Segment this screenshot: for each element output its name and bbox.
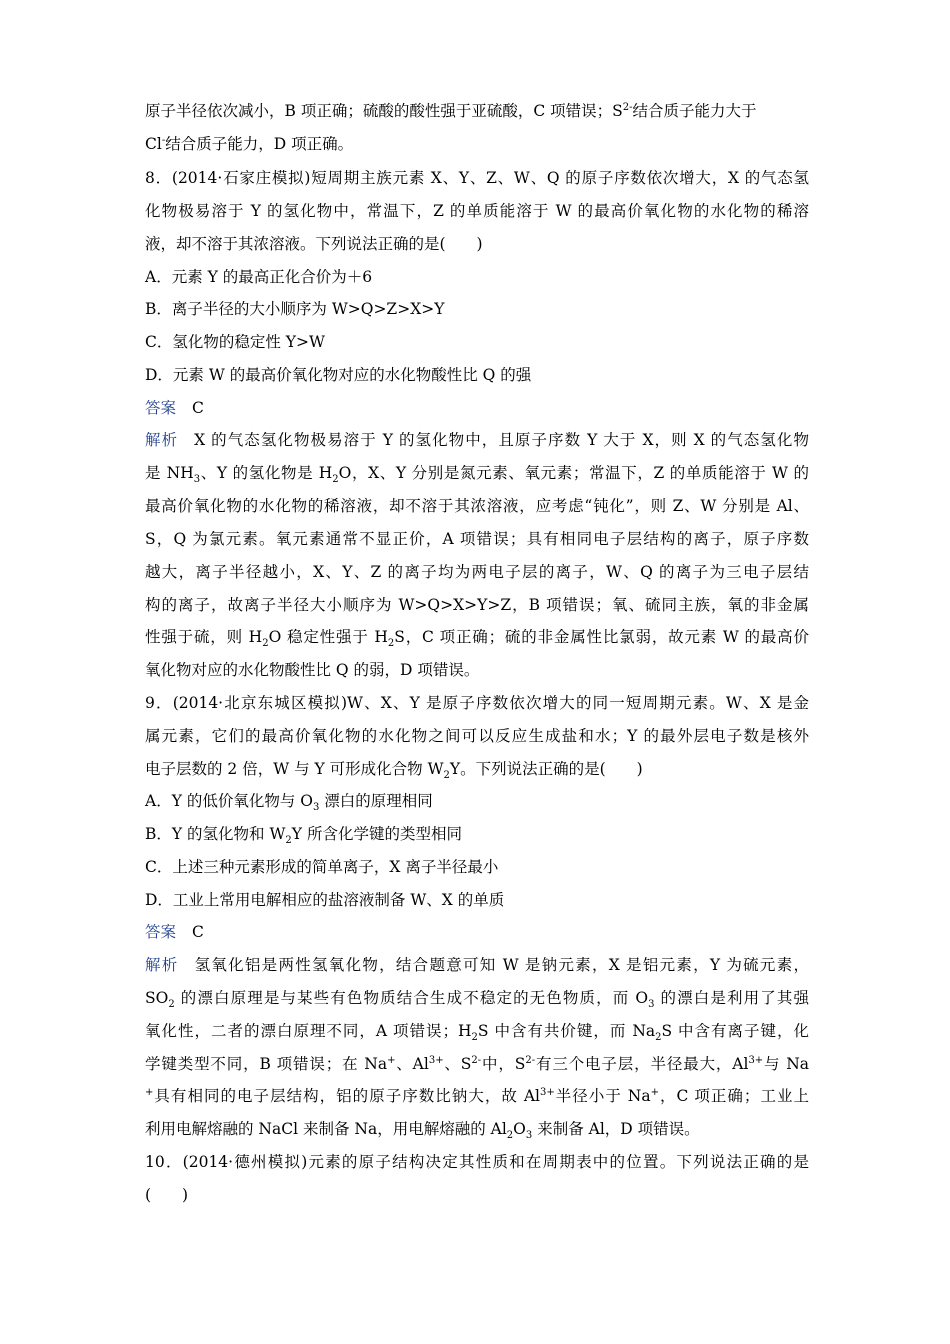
line-text: 最高价氧化物的水化物的稀溶液，却不溶于其浓溶液，应考虑“钝化”，则 Z、W 分别是 Al、 (145, 497, 809, 515)
answer-label: 答案 (145, 923, 177, 941)
text-line (145, 1119, 809, 1142)
line-text: 属元素，它们的最高价氧化物的水化物之间可以反应生成盐和水；Y 的最外层电子数是核外 (145, 727, 809, 745)
line-text: D．元素 W 的最高价氧化物对应的水化物酸性比 Q 的强 (145, 366, 532, 384)
option-a (145, 791, 809, 814)
line-text: S，Q 为氯元素。氧元素通常不显正价，A 项错误；具有相同电子层结构的离子，原子序数 (145, 530, 809, 548)
line-text: 构的离子，故离子半径大小顺序为 W>Q>X>Y>Z，B 项错误；氧、硫同主族，氧的非金属 (145, 596, 809, 614)
text-line (145, 562, 809, 582)
text-line (145, 134, 809, 154)
text-line (145, 101, 809, 121)
analysis-label: 解析 (145, 956, 179, 974)
line-text: 学键类型不同，B 项错误；在 Na+、$Al^{3+}$、$S^{2-}$中，$S^{2-}$有三个电子层，半径最大，$Al^{3+}$与 Na (145, 1054, 809, 1073)
text-line (145, 201, 809, 221)
option-c (145, 332, 809, 352)
line-text: 氧化物对应的水化物酸性比 Q 的弱，D 项错误。 (145, 661, 480, 679)
line-text: B．Y 的氢化物和 $W_2Y$ 所含化学键的类型相同 (145, 825, 462, 847)
line-text: +具有相同的电子层结构，铝的原子序数比钠大，故 $Al^{3+}$半径小于 Na+，C 项正确；工业上 (145, 1086, 809, 1105)
text-line (145, 660, 809, 680)
line-text: C (192, 399, 204, 417)
answer-label: 答案 (145, 399, 177, 417)
option-b (145, 824, 809, 847)
line-text: C．氢化物的稳定性 Y>W (145, 333, 325, 351)
question-9-line (145, 693, 809, 713)
line-text: B．离子半径的大小顺序为 W>Q>Z>X>Y (145, 300, 445, 318)
text-line (145, 496, 809, 516)
text-line (145, 627, 809, 650)
answer-line (145, 398, 809, 418)
line-text: 原子半径依次减小，B 项正确；硫酸的酸性强于亚硫酸，C 项错误；$S^{2-}$结合质子能力大于 (145, 101, 757, 120)
line-text: 液，却不溶于其浓溶液。下列说法正确的是( ) (145, 235, 483, 253)
line-text: C．上述三种元素形成的简单离子，X 离子半径最小 (145, 858, 499, 876)
text-line (145, 234, 809, 254)
text-line (145, 1086, 809, 1106)
text-line (145, 1021, 809, 1044)
line-text: 8．(2014·石家庄模拟)短周期主族元素 X、Y、Z、W、Q 的原子序数依次增大，X 的气态氢 (145, 169, 809, 187)
text-line (145, 529, 809, 549)
line-text: $SO_2$ 的漂白原理是与某些有色物质结合生成不稳定的无色物质，而 $O_3$ 的漂白是利用了其强 (145, 989, 809, 1011)
line-text: A．元素 Y 的最高正化合价为＋6 (145, 268, 373, 286)
line-text: 是 $NH_3$、Y 的氢化物是 $H_2O$，X、Y 分别是氮元素、氧元素；常温下，Z 的单质能溶于 W 的 (145, 464, 809, 486)
analysis-line (145, 955, 809, 975)
question-8-line (145, 168, 809, 188)
answer-line (145, 922, 809, 942)
text-line (145, 1185, 809, 1205)
line-text: 氧化性，二者的漂白原理不同，A 项错误；$H_2S$ 中含有共价键，而 $Na_2S$ 中含有离子键，化 (145, 1022, 809, 1044)
line-text: 电子层数的 2 倍，W 与 Y 可形成化合物 $W_2Y$。下列说法正确的是( ) (145, 760, 643, 782)
line-text: A．Y 的低价氧化物与 $O_3$ 漂白的原理相同 (145, 792, 433, 814)
line-text: 9．(2014·北京东城区模拟)W、X、Y 是原子序数依次增大的同一短周期元素。W、X 是金 (145, 694, 809, 712)
line-text: ( ) (145, 1186, 189, 1204)
line-text: D．工业上常用电解相应的盐溶液制备 W、X 的单质 (145, 891, 505, 909)
line-text: 10．(2014·德州模拟)元素的原子结构决定其性质和在周期表中的位置。下列说法正确的是 (145, 1153, 809, 1171)
line-text: 化物极易溶于 Y 的氢化物中，常温下，Z 的单质能溶于 W 的最高价氧化物的水化物的稀溶 (145, 202, 809, 220)
line-text: 越大，离子半径越小，X、Y、Z 的离子均为两电子层的离子，W、Q 的离子为三电子层结 (145, 563, 809, 581)
analysis-label: 解析 (145, 431, 179, 449)
text-line (145, 726, 809, 746)
text-line (145, 463, 809, 486)
option-d (145, 890, 809, 910)
option-b (145, 299, 809, 319)
line-text: 性强于硫，则 $H_2O$ 稳定性强于 $H_2S$，C 项正确；硫的非金属性比氯弱，故元素 W 的最高价 (145, 628, 809, 650)
analysis-line (145, 430, 809, 450)
line-text: 利用电解熔融的 NaCl 来制备 Na，用电解熔融的 $Al_2O_3$ 来制备 Al，D 项错误。 (145, 1120, 700, 1142)
option-a (145, 267, 809, 287)
text-line (145, 759, 809, 782)
text-line (145, 988, 809, 1011)
line-text: 氢氧化铝是两性氢氧化物，结合题意可知 W 是钠元素，X 是铝元素，Y 为硫元素， (194, 956, 809, 974)
text-line (145, 1054, 809, 1074)
line-text: Cl-结合质子能力，D 项正确。 (145, 134, 354, 153)
option-c (145, 857, 809, 877)
line-text: C (192, 923, 204, 941)
question-10-line (145, 1152, 809, 1172)
line-text: X 的气态氢化物极易溶于 Y 的氢化物中，且原子序数 Y 大于 X，则 X 的气态氢化物 (194, 431, 809, 449)
text-line (145, 595, 809, 615)
option-d (145, 365, 809, 385)
